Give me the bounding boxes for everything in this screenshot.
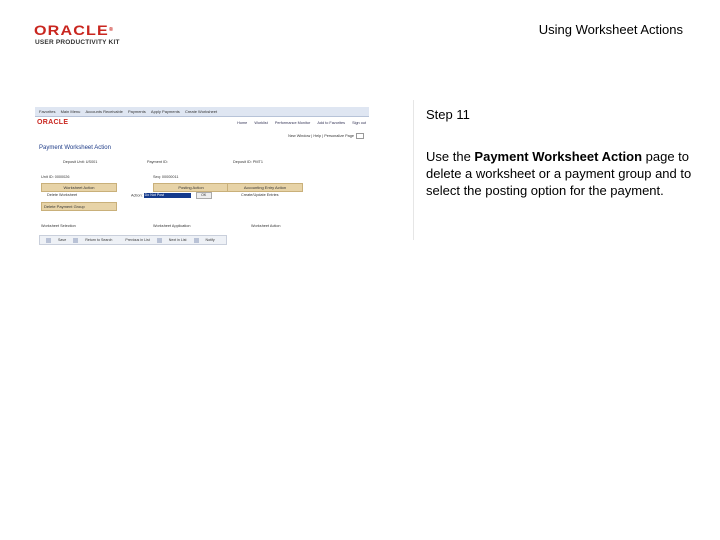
delete-worksheet-link[interactable]: Delete Worksheet: [47, 193, 78, 197]
toolbar-save[interactable]: Save: [46, 238, 66, 242]
deposit-unit-text: Deposit Unit: US001: [63, 160, 98, 164]
screenshot-header-links: [231, 121, 366, 125]
utility-icon: [356, 133, 364, 139]
save-icon: [46, 238, 51, 243]
header-link[interactable]: Worklist: [254, 121, 268, 125]
posting-action-control: [131, 192, 212, 199]
posting-action-header: Posting Action: [153, 183, 229, 192]
logo-brand: ORACLE®: [34, 22, 115, 38]
delete-payment-group-button[interactable]: Delete Payment Group: [41, 202, 117, 211]
instruction-text: Use the Payment Worksheet Action page to delete a worksheet or a payment group and to select the posting option for the payment.: [426, 149, 692, 198]
deposit-id-text: Deposit ID: PMT1: [233, 160, 263, 164]
step-label: Step 11: [426, 107, 470, 122]
screenshot-utility-links[interactable]: New Window | Help | Personalize Page: [288, 133, 364, 139]
column-divider: [413, 100, 414, 240]
return-icon: [73, 238, 78, 243]
application-screenshot: [35, 107, 369, 246]
toolbar-return-to-search[interactable]: Return to Search: [73, 238, 112, 242]
toolbar-previous[interactable]: Previous in List: [125, 238, 150, 242]
payment-id-text: Payment ID:: [147, 160, 168, 164]
nav-item[interactable]: Favorites: [39, 109, 56, 114]
oracle-upk-logo: [34, 23, 124, 49]
seq-text: Seq: 00000011: [153, 175, 179, 179]
toolbar-next[interactable]: Next in List: [157, 238, 187, 242]
unit-id-text: Unit ID: 0000026: [41, 175, 70, 179]
worksheet-application-link[interactable]: Worksheet Application: [153, 224, 191, 228]
accounting-entry-action-header: Accounting Entry Action: [227, 183, 303, 192]
header-link[interactable]: Home: [237, 121, 248, 125]
nav-item[interactable]: Create Worksheet: [184, 109, 218, 114]
screenshot-toolbar: [39, 235, 227, 245]
nav-item[interactable]: Accounts Receivable: [85, 109, 123, 114]
header-link[interactable]: Performance Monitor: [274, 121, 311, 125]
document-title: Using Worksheet Actions: [538, 22, 683, 37]
posting-action-select[interactable]: Do Not Post: [144, 193, 191, 198]
worksheet-action-header: Worksheet Action: [41, 183, 117, 192]
header-link[interactable]: Sign out: [352, 121, 366, 125]
create-entries-link[interactable]: Create/Update Entries: [241, 193, 279, 197]
action-label: Action:: [131, 193, 143, 198]
screenshot-nav-bar: [35, 107, 369, 117]
ok-button[interactable]: OK: [196, 192, 212, 199]
screenshot-brand-row: [35, 117, 369, 129]
toolbar-notify[interactable]: Notify: [194, 238, 215, 242]
instruction-bold: Payment Worksheet Action: [474, 149, 643, 164]
notify-icon: [194, 238, 199, 243]
nav-item[interactable]: Main Menu: [60, 109, 81, 114]
next-icon: [157, 238, 162, 243]
logo-product: USER PRODUCTIVITY KIT: [35, 39, 120, 46]
worksheet-action-text: Worksheet Action: [251, 224, 281, 228]
screenshot-oracle-logo: ORACLE: [37, 119, 69, 126]
header-link[interactable]: Add to Favorites: [317, 121, 345, 125]
screenshot-page-title: Payment Worksheet Action: [39, 145, 111, 151]
nav-item[interactable]: Apply Payments: [150, 109, 180, 114]
nav-item[interactable]: Payments: [127, 109, 146, 114]
worksheet-selection-link[interactable]: Worksheet Selection: [41, 224, 76, 228]
